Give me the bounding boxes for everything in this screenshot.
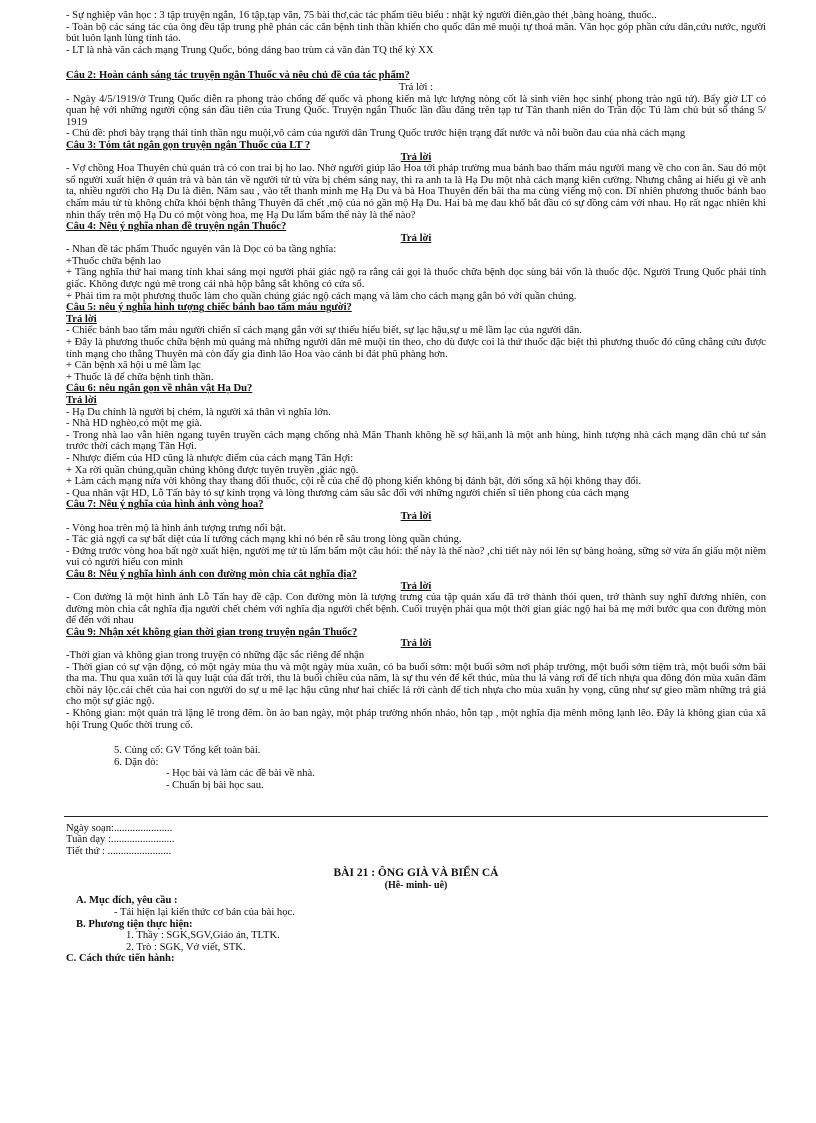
paragraph: - Vợ chồng Hoa Thuyên chủ quán trà có con trai bị ho lao. Nhờ người giúp lão Hoa tới pháp trường mua bánh bao thấm máu người mang về cho con ăn. Sau đó một số người xuất hiện ở quán trà và bàn tán về người tử tù vừa bị chém sáng nay, thì ra anh ta là Hạ Du một nhà cách mạng kiên cường. Nhưng chẳng ai hiểu gì về anh ta, nhiều người cho Hạ Du là điên. Năm sau , vào tết thanh minh mẹ Hạ Du và bà Hoa Thuyên đến bãi tha ma cùng viếng mộ con. Dĩ nhiên phương thuốc bánh bao chấm máu tử tù không chữa khỏi bệnh thằng Thuyên đã chết ,mộ của nó gần mộ Hạ Du. Hai bà mẹ đau khổ bắt đầu có sự đồng cảm với nhau. Họ rất ngạc nhiên khi nhìn thấy trên mộ Hạ Du có một vòng hoa, mẹ Hạ Du lẩm bẩm thế này là thế nào? xyxy=(66,163,766,221)
paragraph: - Ngày 4/5/1919/ở Trung Quốc diễn ra phong trào chống đế quốc và phong kiến mà lực lượng nòng cốt là sinh viên học sinh( phong trào ngũ tứ). Bấy giờ LT có quan hệ với những người cộng sản đầu tiên của Trung Quốc. Truyện ngắn Thuốc lần đầu đăng trên tạp tư Tân thanh niên do Trần độc Tú làm chủ bút số tháng 5/ 1919 xyxy=(66,93,766,128)
paragraph: -Thời gian và không gian trong truyện có những đặc sắc riêng để nhận xyxy=(66,650,365,662)
question-8: Câu 8: Nêu ý nghĩa hình ảnh con đường mòn chia cắt nghĩa địa? xyxy=(66,568,357,580)
section-b-heading: B. Phương tiện thực hiện: xyxy=(76,918,193,930)
paragraph: - Không gian: một quán trà lặng lẽ trong đêm. ồn ào ban ngày, một pháp trường nhốn nháo, hỗn tạp , một nghĩa địa mênh mông lạnh lẽo. Đây là không gian của xã hội Trung Quốc thời trung cổ. xyxy=(66,708,766,731)
paragraph: - Nhược điểm của HD cũng là nhược điểm của cách mạng Tân Hợi: xyxy=(66,452,354,464)
paragraph: - Sự nghiệp văn học : 3 tập truyện ngắn, 16 tập,tạp văn, 75 bài thơ,các tác phẩm tiêu biểu : nhật ký người điên,gào thét ,bàng hoàng, thuốc.. xyxy=(66,10,657,21)
section-a-item: - Tái hiện lại kiến thức cơ bản của bài học. xyxy=(114,906,295,918)
answer-label: Trả lời xyxy=(400,580,432,592)
teach-day-line: Tuần dạy :........................ xyxy=(66,834,175,846)
closing-item-6: 6. Dặn dò: xyxy=(114,756,159,768)
section-a-heading: A. Mục đích, yêu cầu : xyxy=(76,895,178,907)
paragraph: + Phải tìm ra một phương thuốc làm cho quần chúng giác ngộ cách mạng và làm cho cách mạng gắn bó với quần chúng. xyxy=(66,290,577,302)
paragraph: + Xa rời quần chúng,quần chúng không được tuyên truyền ,giác ngộ. xyxy=(66,464,359,476)
closing-item-5: 5. Củng cố: GV Tổng kết toàn bài. xyxy=(114,745,261,757)
lesson-subtitle: (Hê- minh- uê) xyxy=(384,880,448,892)
question-9: Câu 9: Nhận xét không gian thời gian trong truyện ngắn Thuốc? xyxy=(66,626,358,638)
section-b-item: 2. Trò : SGK, Vở viết, STK. xyxy=(126,941,246,953)
answer-label: Trả lời xyxy=(400,151,432,163)
paragraph: + Đây là phương thuốc chữa bệnh mù quáng mà những người dân mê muội tin theo, cho dù được coi là thứ thuốc đặc biệt thì phương thuốc đó cũng chẳng cứu được tính mạng cho thằng Thuyên mà còn đẩy gia đình lão Hoa vào cảnh bi đát phũ phàng hơn. xyxy=(66,337,766,360)
answer-label: Trả lời xyxy=(400,510,432,522)
paragraph: - Tác giả ngợi ca sự bất diệt của lí tưởng cách mạng khi nó bén rễ sâu trong lòng quần chúng. xyxy=(66,534,462,546)
paragraph: + Làm cách mạng nửa vời không thay thang đổi thuốc, cội rễ của chế độ phong kiến không bị đánh bật, đời sống xã hội không thay đổi. xyxy=(66,476,642,488)
paragraph: - Chủ đề: phơi bày trạng thái tinh thần ngu muội,vô cảm của người dân Trung Quốc trước hiện trạng đất nước và nỗi buồn đau của nhà cách mạng xyxy=(66,128,686,140)
paragraph: - Chiếc bánh bao tẩm máu người chiến sĩ cách mạng gắn với sự thiếu hiểu biết, sự lạc hậu,sự u mê lầm lạc của người dân. xyxy=(66,325,582,337)
section-b-item: 1. Thầy : SGK,SGV,Giáo án, TLTK. xyxy=(126,930,280,942)
closing-sub-item: - Chuẩn bị bài học sau. xyxy=(166,780,264,791)
period-line: Tiết thứ : ........................ xyxy=(66,845,172,857)
paragraph: - Trong nhà lao vẫn hiên ngang tuyên truyền cách mạng chống nhà Mãn Thanh không hề sợ hãi,anh là một anh hùng, hình tượng nhà cách mạng dân chủ tư sản trước thời cách mạng Tân Hợi. xyxy=(66,429,766,453)
question-3: Câu 3: Tóm tắt ngắn gọn truyện ngắn Thuốc của LT ? xyxy=(66,139,311,151)
paragraph: - Qua nhân vật HD, Lỗ Tấn bày tỏ sự kính trọng và lòng thương cảm sâu sắc đối với những người chiến sĩ tiên phong của cách mạng xyxy=(66,487,629,499)
lesson-title: BÀI 21 : ÔNG GIÀ VÀ BIỂN CẢ xyxy=(333,867,499,880)
question-5: Câu 5: nêu ý nghĩa hình tượng chiếc bánh bao tẩm máu người? xyxy=(66,302,352,314)
paragraph: - Nhan đề tác phẩm Thuốc nguyên văn là Dọc có ba tầng nghĩa: xyxy=(66,244,337,256)
paragraph: + Thuốc là để chữa bệnh tinh thần. xyxy=(66,371,214,383)
question-4: Câu 4: Nêu ý nghĩa nhan đề truyện ngắn Thuốc? xyxy=(66,221,287,233)
paragraph: +Thuốc chữa bệnh lao xyxy=(66,255,161,267)
answer-label: Trả lời xyxy=(66,395,97,406)
question-6: Câu 6: nêu ngắn gọn về nhân vật Hạ Du? xyxy=(66,383,253,395)
document-page xyxy=(66,10,766,965)
question-7: Câu 7: Nêu ý nghĩa của hình ảnh vòng hoa? xyxy=(66,499,264,511)
paragraph: - LT là nhà văn cách mạng Trung Quốc, bóng dáng bao trùm cả văn đàn TQ thế kỷ XX xyxy=(66,44,434,56)
paragraph: + Căn bệnh xã hội u mê lầm lạc xyxy=(66,360,201,372)
paragraph: + Tầng nghĩa thứ hai mang tính khai sáng mọi người phải giác ngộ ra rằng cái gọi là thuốc chữa bệnh dọc sùng bái vốn là thuốc độc. Người Trung Quốc phải tỉnh giấc. Không được ngủ mê trong cái nhà hộp bằng sắt không có cửa sổ. xyxy=(66,267,766,291)
answer-label: Trả lời : xyxy=(398,81,434,93)
closing-sub-item: - Học bài và làm các đề bài về nhà. xyxy=(166,768,315,780)
answer-label: Trả lời xyxy=(400,638,432,650)
paragraph: - Con đường là một hình ảnh Lỗ Tấn hay đề cập. Con đường mòn là tượng trưng của tập quán xấu đã trở thành thói quen, trở thành suy nghĩ đương nhiên, con đường mòn chia cắt nghĩa địa người chết chém với nghĩa địa người chết bệnh. Cuối truyện phải qua một thời gian giác ngộ hai bà mẹ mới bước qua con đường mòn để đến với nhau xyxy=(66,592,766,627)
paragraph: - Vòng hoa trên mộ là hình ảnh tượng trưng nổi bật. xyxy=(66,522,286,534)
paragraph: - Thời gian có sự vận động, có một ngày mùa thu và một ngày mùa xuân, có ba buổi sớm: một buổi sớm nơi pháp trường, một buổi sớm tiệm trà, một buổi sớm bãi tha ma. Thu qua xuân tới là quy luật của đất trời, thu là buổi chiều của năm, là sự thu vén để kết thúc, mùa thu lá vàng rơi để tích nhựa qua đông đón mùa xuân đâm chồi nảy lộc.cái chết của hai con người do sự u mê lạc hậu cũng như hai chiếc lá rời cành để tích nhựa cho mùa xuân hy vọng, cũng như sự gieo mầm những trả giá cho một sự giác ngộ. xyxy=(66,661,766,708)
question-2: Câu 2: Hoàn cảnh sáng tác truyện ngắn Thuốc và nêu chủ đề của tác phẩm? xyxy=(66,70,410,82)
paragraph: - Nhà HD nghèo,có một mẹ già. xyxy=(66,418,202,430)
answer-label: Trả lời xyxy=(66,313,97,325)
section-c-heading: C. Cách thức tiến hành: xyxy=(66,953,175,965)
paragraph: - Hạ Du chính là người bị chém, là người xả thân vì nghĩa lớn. xyxy=(66,406,331,418)
date-line: Ngày soạn:...................... xyxy=(66,822,173,834)
paragraph: - Toàn bộ các sáng tác của ông đều tập trung phê phán các căn bệnh tinh thần khiến cho quốc dân mê muội tự thoả mãn. Văn học góp phần cứu dân,cứu nước, người bút luôn lạnh lùng tỉnh táo. xyxy=(66,21,766,45)
answer-label: Trả lời xyxy=(400,232,432,244)
paragraph: - Đứng trước vòng hoa bất ngờ xuất hiện, người mẹ tử tù lẩm bẩm một câu hỏi: thế này là thế nào? ,chi tiết này nói lên sự bàng hoàng, sững sờ vừa ẩn giấu một niềm vui có người hiểu con mình xyxy=(66,545,766,569)
